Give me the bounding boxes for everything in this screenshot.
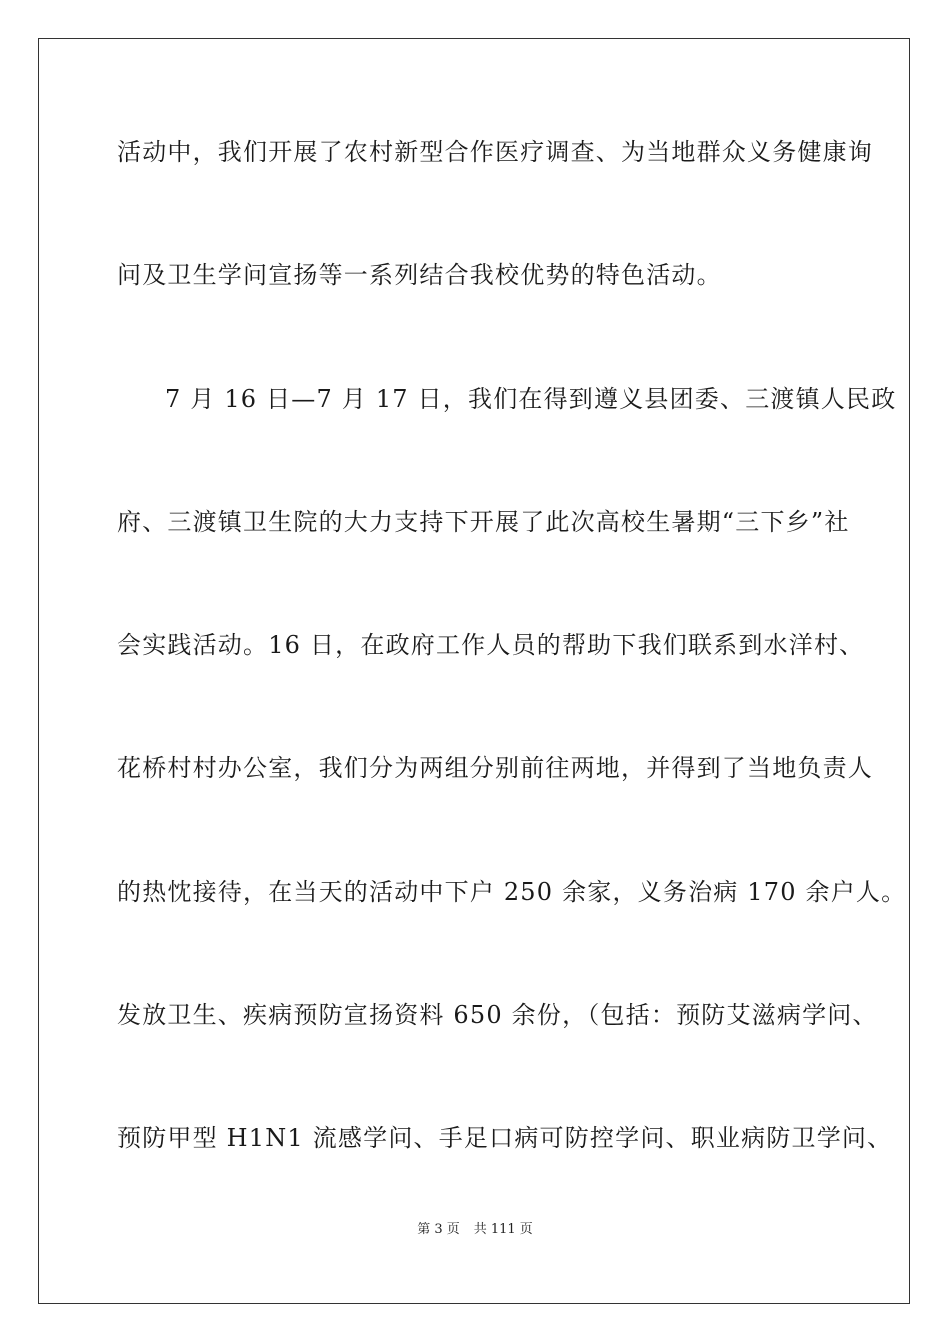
text-line: 会实践活动。16 日，在政府工作人员的帮助下我们联系到水洋村、 xyxy=(117,631,865,660)
text-line: 发放卫生、疾病预防宣扬资料 650 余份，（包括：预防艾滋病学问、 xyxy=(117,1001,878,1030)
document-body xyxy=(117,128,907,1238)
text-line: 的热忱接待，在当天的活动中下户 250 余家，义务治病 170 余户人。 xyxy=(117,877,907,906)
page-footer xyxy=(0,1218,950,1237)
text-line: 花桥村村办公室，我们分为两组分别前往两地，并得到了当地负责人 xyxy=(117,754,873,783)
text-line: 府、三渡镇卫生院的大力支持下开展了此次高校生暑期“三下乡”社 xyxy=(117,507,850,536)
text-line: 活动中，我们开展了农村新型合作医疗调查、为当地群众义务健康询 xyxy=(117,138,873,166)
paragraph-first-line: 7 月 16 日—7 月 17 日，我们在得到遵义县团委、三渡镇人民政 xyxy=(165,384,897,413)
total-pages: 共 111 页 xyxy=(473,1222,533,1237)
text-line: 问及卫生学问宣扬等一系列结合我校优势的特色活动。 xyxy=(117,261,722,290)
text-line: 预防甲型 H1N1 流感学问、手足口病可防控学问、职业病防卫学问、 xyxy=(117,1124,893,1153)
page-number: 第 3 页 xyxy=(417,1222,460,1237)
